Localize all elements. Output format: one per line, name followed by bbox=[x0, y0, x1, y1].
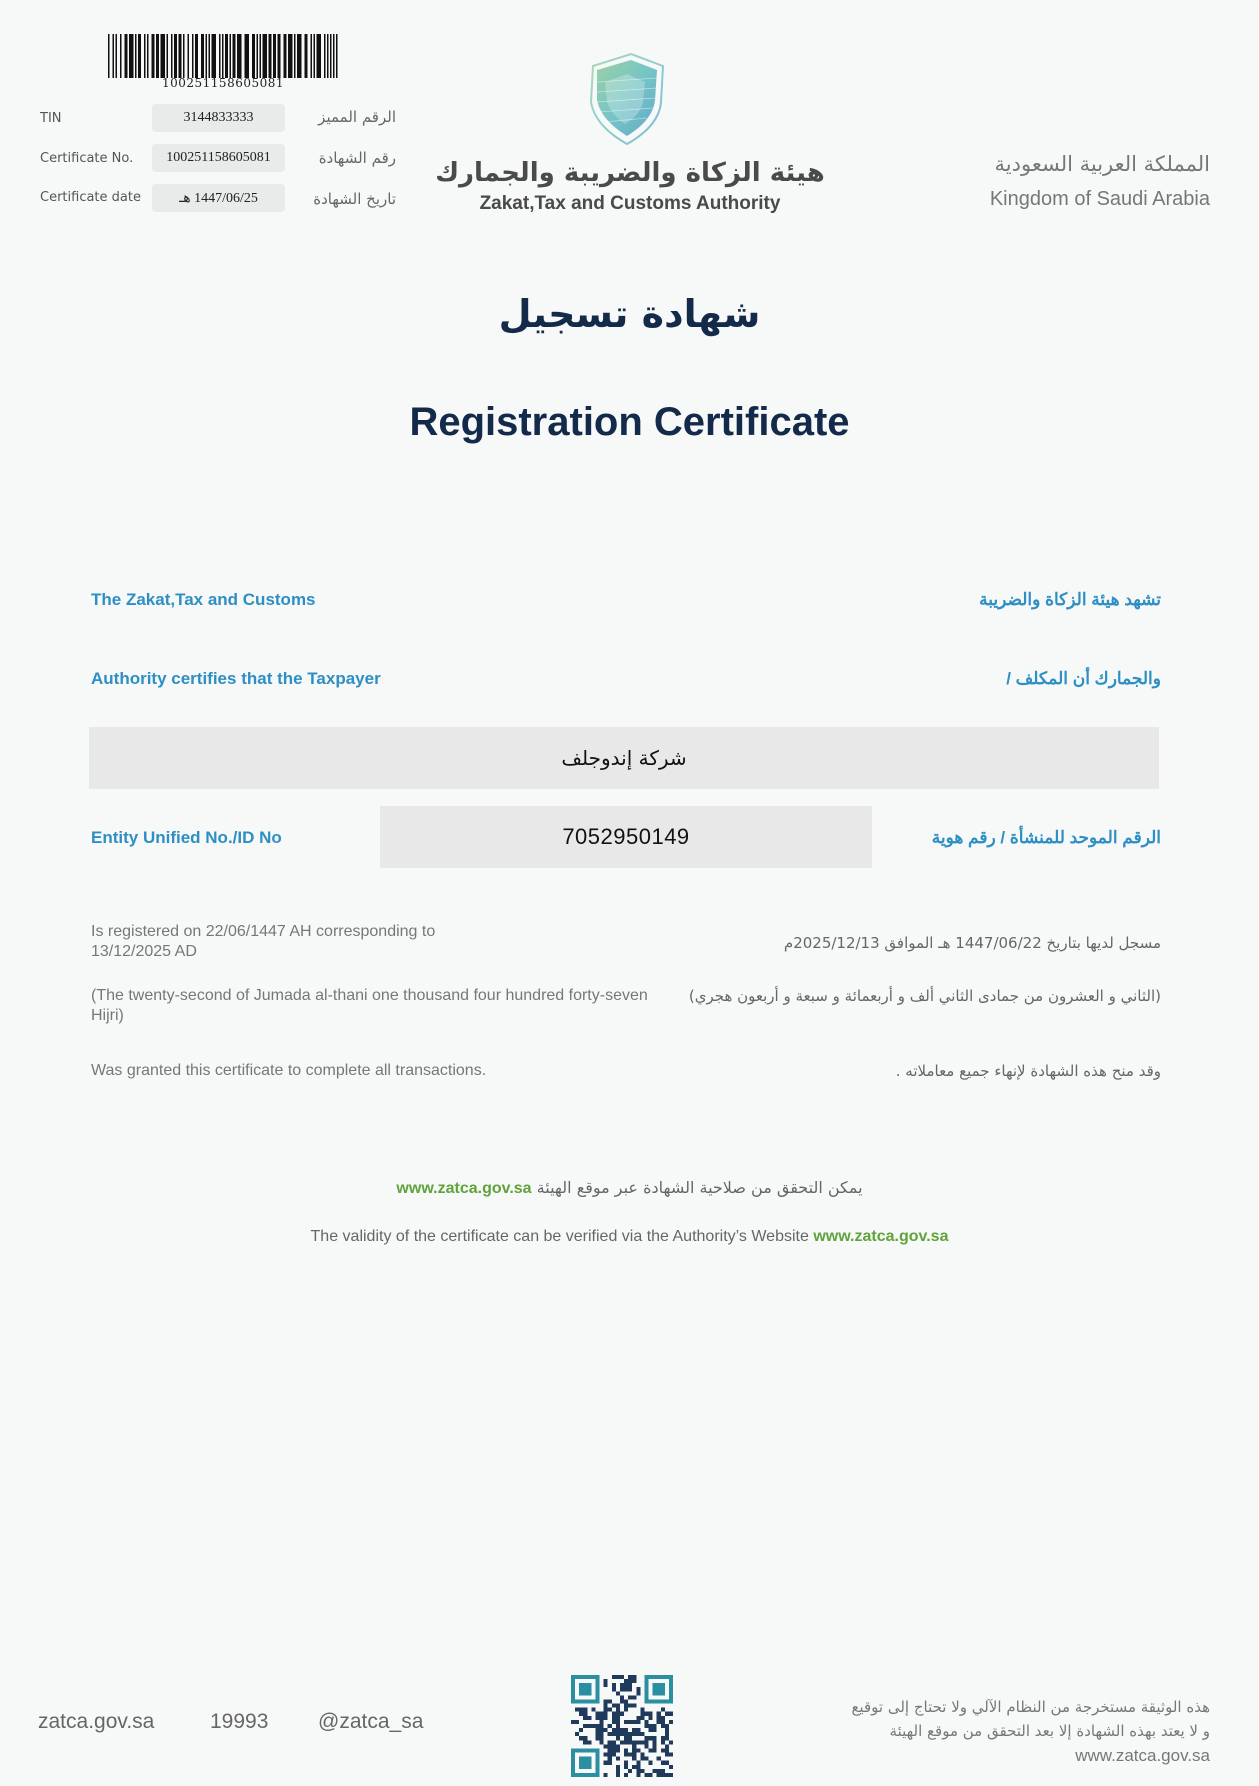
footer-note-url[interactable]: www.zatca.gov.sa bbox=[1075, 1746, 1210, 1765]
footer-website[interactable]: zatca.gov.sa bbox=[38, 1710, 155, 1733]
certificate-no-label: Certificate No. bbox=[40, 151, 134, 166]
certificate-no-value: 100251158605081 bbox=[152, 144, 285, 172]
verification-text-ar: يمكن التحقق من صلاحية الشهادة عبر موقع الهيئة bbox=[536, 1178, 863, 1197]
verification-line-ar bbox=[0, 1178, 1259, 1198]
footer-social-handle[interactable]: @zatca_sa bbox=[318, 1710, 424, 1733]
certificate-date-label: Certificate date bbox=[40, 190, 141, 205]
granted-statement-en: Was granted this certificate to complete all transactions. bbox=[91, 1062, 487, 1079]
kingdom-name-en: Kingdom of Saudi Arabia bbox=[989, 188, 1210, 210]
certificate-date-label-ar: تاريخ الشهادة bbox=[313, 190, 396, 208]
statement-line2-en: Authority certifies that the Taxpayer bbox=[91, 669, 381, 688]
statement-line2-ar: والجمارك أن المكلف / bbox=[1006, 669, 1161, 688]
barcode-number: 100251158605081 bbox=[161, 76, 285, 90]
barcode bbox=[108, 34, 338, 78]
verification-line-en bbox=[0, 1228, 1259, 1246]
authority-name-en: Zakat,Tax and Customs Authority bbox=[479, 193, 781, 214]
footer-note-line1: هذه الوثيقة مستخرجة من النظام الآلي ولا تحتاج إلى توقيع bbox=[851, 1698, 1210, 1716]
taxpayer-name: شركة إندوجلف bbox=[89, 727, 1159, 789]
tin-label-ar: الرقم المميز bbox=[318, 108, 396, 126]
tin-value: 3144833333 bbox=[152, 104, 285, 132]
certificate-date-value: 1447/06/25 هـ bbox=[152, 184, 285, 212]
authority-name-ar: هيئة الزكاة والضريبة والجمارك bbox=[435, 158, 825, 188]
footer-phone: 19993 bbox=[210, 1710, 269, 1733]
hijri-date-words-ar: (الثاني و العشرون من جمادى الثاني ألف و أربعمائة و سبعة و أربعون هجري) bbox=[688, 987, 1161, 1005]
entity-number-label-ar: الرقم الموحد للمنشأة / رقم هوية bbox=[931, 828, 1161, 847]
kingdom-name-ar: المملكة العربية السعودية bbox=[994, 152, 1210, 176]
certificate-title-ar: شهادة تسجيل bbox=[498, 292, 761, 336]
granted-statement-ar: وقد منح هذه الشهادة لإنهاء جميع معاملاته . bbox=[895, 1062, 1161, 1080]
verification-link-ar[interactable]: www.zatca.gov.sa bbox=[396, 1180, 532, 1197]
registration-date-ar: مسجل لديها بتاريخ 1447/06/22 هـ الموافق 2025/12/13م bbox=[783, 934, 1161, 952]
footer-note-line2: و لا يعتد بهذه الشهادة إلا بعد التحقق من موقع الهيئة bbox=[889, 1722, 1210, 1740]
statement-line1-ar: تشهد هيئة الزكاة والضريبة bbox=[979, 590, 1161, 609]
zatca-logo-icon bbox=[583, 52, 669, 147]
statement-line1-en: The Zakat,Tax and Customs bbox=[91, 590, 316, 609]
entity-number-label-en: Entity Unified No./ID No bbox=[91, 828, 282, 847]
certificate-title-en: Registration Certificate bbox=[409, 400, 850, 444]
qr-code-icon[interactable] bbox=[571, 1675, 673, 1777]
hijri-date-words-en: (The twenty-second of Jumada al-thani one thousand four hundred forty-seven Hijri) bbox=[91, 987, 648, 1024]
registration-date-en: Is registered on 22/06/1447 AH corresponding to 13/12/2025 AD bbox=[91, 923, 436, 960]
entity-number-value: 7052950149 bbox=[380, 806, 872, 868]
certificate-no-label-ar: رقم الشهادة bbox=[318, 149, 396, 167]
verification-link-en[interactable]: www.zatca.gov.sa bbox=[813, 1228, 949, 1245]
verification-text-en: The validity of the certificate can be verified via the Authority’s Website bbox=[310, 1228, 809, 1245]
tin-label: TIN bbox=[40, 111, 62, 126]
